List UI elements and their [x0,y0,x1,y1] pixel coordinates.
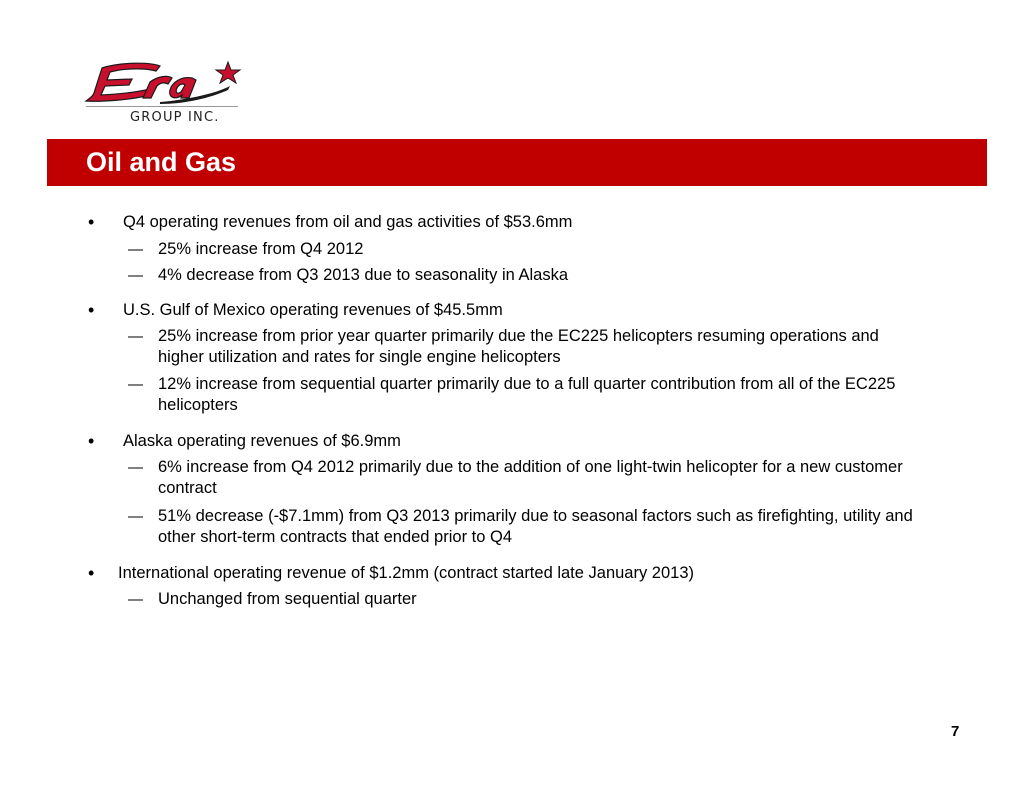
sub-dash: — [128,591,143,608]
bullet-text: Q4 operating revenues from oil and gas activities of $53.6mm [123,213,573,231]
sub-dash: — [128,508,143,525]
sub-dash: — [128,376,143,393]
bullet-glyph: • [88,300,95,320]
sub-dash: — [128,241,143,258]
sub-text: 25% increase from Q4 2012 [158,240,364,258]
sub-text: 25% increase from prior year quarter primarily due the EC225 helicopters resuming operations and higher utilization and rates for single engine helicopters [158,327,879,366]
bullet-glyph: • [88,563,95,583]
sub-dash: — [128,328,143,345]
bullet-glyph: • [88,212,95,232]
sub-text: 12% increase from sequential quarter primarily due to a full quarter contribution from all of the EC225 helicopters [158,375,896,414]
page-number: 7 [951,723,960,740]
logo-subtitle: GROUP INC. [130,110,220,125]
bullet-text: U.S. Gulf of Mexico operating revenues of $45.5mm [123,301,503,319]
bullet-glyph: • [88,431,95,451]
sub-text: 4% decrease from Q3 2013 due to seasonality in Alaska [158,266,568,284]
sub-dash: — [128,267,143,284]
slide-title: Oil and Gas [86,147,237,177]
bullet-text: International operating revenue of $1.2mm (contract started late January 2013) [118,564,695,582]
sub-text: Unchanged from sequential quarter [158,590,417,608]
bullet-text: Alaska operating revenues of $6.9mm [123,432,401,450]
sub-text: 51% decrease (-$7.1mm) from Q3 2013 primarily due to seasonal factors such as firefighting, utility and other short-term contracts that ended prior to Q4 [158,507,913,546]
sub-text: 6% increase from Q4 2012 primarily due to the addition of one light-twin helicopter for a new customer contract [158,458,903,497]
sub-dash: — [128,459,143,476]
